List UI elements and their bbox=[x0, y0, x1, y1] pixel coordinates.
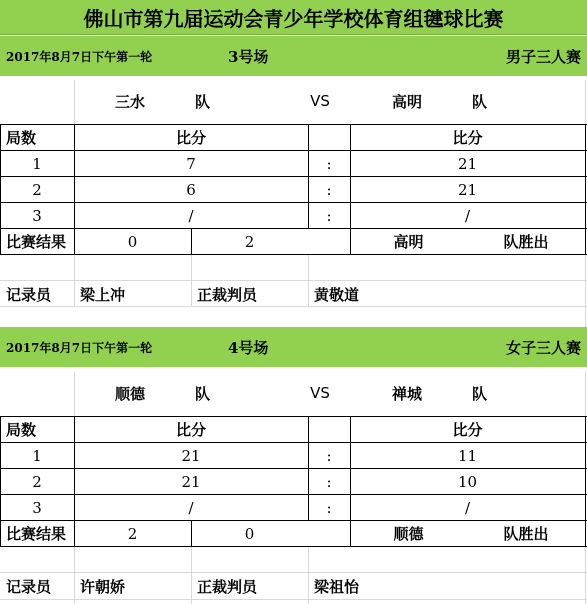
match-1-team-b: 高明 bbox=[392, 92, 423, 111]
match-1-round-header: 局数 bbox=[6, 129, 37, 147]
winner-suffix: 队胜出 bbox=[503, 233, 549, 251]
score-a: / bbox=[188, 206, 194, 225]
match-2-venue: 4号场 bbox=[228, 338, 269, 357]
match-2-result-row bbox=[0, 521, 587, 546]
match-2-teams-row bbox=[0, 372, 587, 414]
match-1-officials-row bbox=[0, 281, 587, 307]
match-2-team-a: 顺德 bbox=[115, 384, 146, 403]
winner-team: 高明 bbox=[393, 233, 424, 251]
recorder-label: 记录员 bbox=[6, 285, 52, 304]
referee-label: 正裁判员 bbox=[197, 285, 258, 304]
score-a: 21 bbox=[181, 446, 201, 465]
match-1-team-a: 三水 bbox=[115, 92, 146, 111]
result-b: 2 bbox=[244, 232, 255, 251]
referee-label: 正裁判员 bbox=[197, 577, 258, 596]
match-1-vs: VS bbox=[310, 92, 330, 110]
match-1-teams-row bbox=[0, 80, 587, 122]
match-2-team-a-suffix: 队 bbox=[195, 384, 211, 403]
table-row bbox=[0, 469, 587, 494]
score-b: 21 bbox=[457, 180, 478, 199]
table-row bbox=[0, 495, 587, 520]
match-2-event: 女子三人赛 bbox=[505, 338, 581, 357]
score-a: / bbox=[188, 498, 194, 517]
score-b: / bbox=[464, 206, 471, 225]
score-b: 21 bbox=[457, 154, 478, 173]
match-1-result-row bbox=[0, 229, 587, 254]
recorder-label: 记录员 bbox=[6, 577, 52, 596]
match-2-score-header-a: 比分 bbox=[175, 421, 206, 439]
score-b: 11 bbox=[457, 446, 478, 465]
result-b: 0 bbox=[244, 524, 255, 543]
referee-name: 黄敬道 bbox=[314, 285, 360, 304]
score-a: 7 bbox=[186, 154, 196, 173]
table-row bbox=[0, 177, 587, 202]
sheet-title: 佛山市第九届运动会青少年学校体育组毽球比赛 bbox=[83, 6, 504, 31]
match-2-date: 2017年8月7日下午第一轮 bbox=[6, 340, 153, 355]
score-separator: : bbox=[326, 206, 332, 225]
match-1-team-b-suffix: 队 bbox=[472, 92, 488, 111]
winner-suffix: 队胜出 bbox=[503, 525, 549, 543]
result-a: 2 bbox=[127, 524, 138, 543]
score-separator: : bbox=[326, 446, 332, 465]
match-2-vs: VS bbox=[310, 384, 330, 402]
recorder-name: 梁上冲 bbox=[80, 285, 126, 304]
score-a: 6 bbox=[186, 180, 196, 199]
match-1-team-a-suffix: 队 bbox=[195, 92, 211, 111]
score-b: / bbox=[464, 498, 471, 517]
match-2-score-header-b: 比分 bbox=[452, 421, 483, 439]
table-row bbox=[0, 443, 587, 468]
match-1-score-header-b: 比分 bbox=[452, 129, 483, 147]
match-2-round-header: 局数 bbox=[6, 421, 37, 439]
table-row bbox=[0, 203, 587, 228]
round-number: 3 bbox=[32, 498, 42, 517]
match-1-score-header-a: 比分 bbox=[175, 129, 206, 147]
match-1-venue: 3号场 bbox=[228, 47, 269, 66]
match-1-date: 2017年8月7日下午第一轮 bbox=[6, 49, 153, 64]
match-1-header-row bbox=[0, 125, 587, 150]
match-2-team-b-suffix: 队 bbox=[472, 384, 488, 403]
round-number: 1 bbox=[32, 446, 42, 465]
score-separator: : bbox=[326, 498, 332, 517]
recorder-name: 许朝娇 bbox=[80, 577, 126, 596]
table-row bbox=[0, 151, 587, 176]
score-b: 10 bbox=[457, 472, 478, 491]
match-1-event: 男子三人赛 bbox=[505, 47, 581, 66]
result-a: 0 bbox=[127, 232, 138, 251]
score-separator: : bbox=[326, 472, 332, 491]
match-2-team-b: 禅城 bbox=[392, 384, 423, 403]
referee-name: 梁祖怡 bbox=[314, 577, 360, 596]
sheet-title-row bbox=[0, 0, 587, 35]
match-2-header-row bbox=[0, 417, 587, 442]
result-label: 比赛结果 bbox=[6, 525, 67, 543]
result-label: 比赛结果 bbox=[6, 233, 67, 251]
winner-team: 顺德 bbox=[393, 525, 424, 543]
round-number: 2 bbox=[32, 180, 42, 199]
score-separator: : bbox=[326, 154, 332, 173]
match-1-header bbox=[0, 36, 587, 76]
round-number: 1 bbox=[32, 154, 42, 173]
round-number: 3 bbox=[32, 206, 42, 225]
score-a: 21 bbox=[181, 472, 201, 491]
round-number: 2 bbox=[32, 472, 42, 491]
match-2-officials-row bbox=[0, 573, 587, 599]
match-2-header bbox=[0, 327, 587, 367]
score-separator: : bbox=[326, 180, 332, 199]
